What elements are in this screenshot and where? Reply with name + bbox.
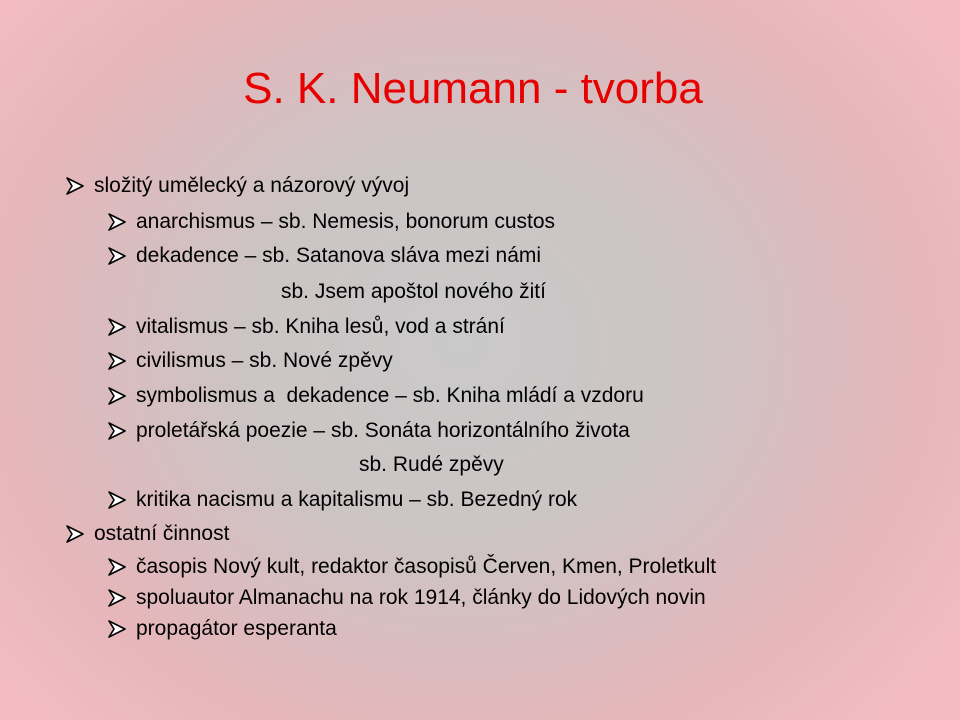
arrowhead-bullet-icon — [108, 421, 126, 441]
list-item-text: sb. Rudé zpěvy — [359, 453, 504, 476]
list-item-text: propagátor esperanta — [136, 617, 337, 640]
list-item-text: symbolismus a dekadence – sb. Kniha mládí a vzdoru — [136, 384, 644, 407]
arrowhead-bullet-icon — [108, 490, 126, 510]
arrowhead-bullet-icon — [66, 524, 84, 544]
list-item-text: dekadence – sb. Satanova sláva mezi námi — [136, 244, 542, 267]
arrowhead-bullet-icon — [108, 557, 126, 577]
list-item-text: civilismus – sb. Nové zpěvy — [136, 349, 393, 372]
section-heading-text: složitý umělecký a názorový vývoj — [94, 174, 410, 197]
list-item-text: sb. Jsem apoštol nového žití — [281, 280, 546, 303]
arrowhead-bullet-icon — [108, 246, 126, 266]
section-heading-text: ostatní činnost — [94, 522, 230, 545]
slide-title: S. K. Neumann - tvorba — [243, 64, 703, 113]
arrowhead-bullet-icon — [108, 588, 126, 608]
arrowhead-bullet-icon — [108, 386, 126, 406]
arrowhead-bullet-icon — [108, 317, 126, 337]
list-item-text: kritika nacismu a kapitalismu – sb. Bezedný rok — [136, 488, 578, 511]
list-item-text: časopis Nový kult, redaktor časopisů Červen, Kmen, Proletkult — [136, 555, 717, 578]
arrowhead-bullet-icon — [108, 351, 126, 371]
list-item-text: anarchismus – sb. Nemesis, bonorum custos — [136, 210, 556, 233]
list-item-text: proletářská poezie – sb. Sonáta horizontálního života — [136, 419, 630, 442]
arrowhead-bullet-icon — [108, 212, 126, 232]
arrowhead-bullet-icon — [66, 176, 84, 196]
list-item-text: vitalismus – sb. Kniha lesů, vod a strání — [136, 315, 505, 338]
arrowhead-bullet-icon — [108, 619, 126, 639]
list-item-text: spoluautor Almanachu na rok 1914, články do Lidových novin — [136, 586, 706, 609]
